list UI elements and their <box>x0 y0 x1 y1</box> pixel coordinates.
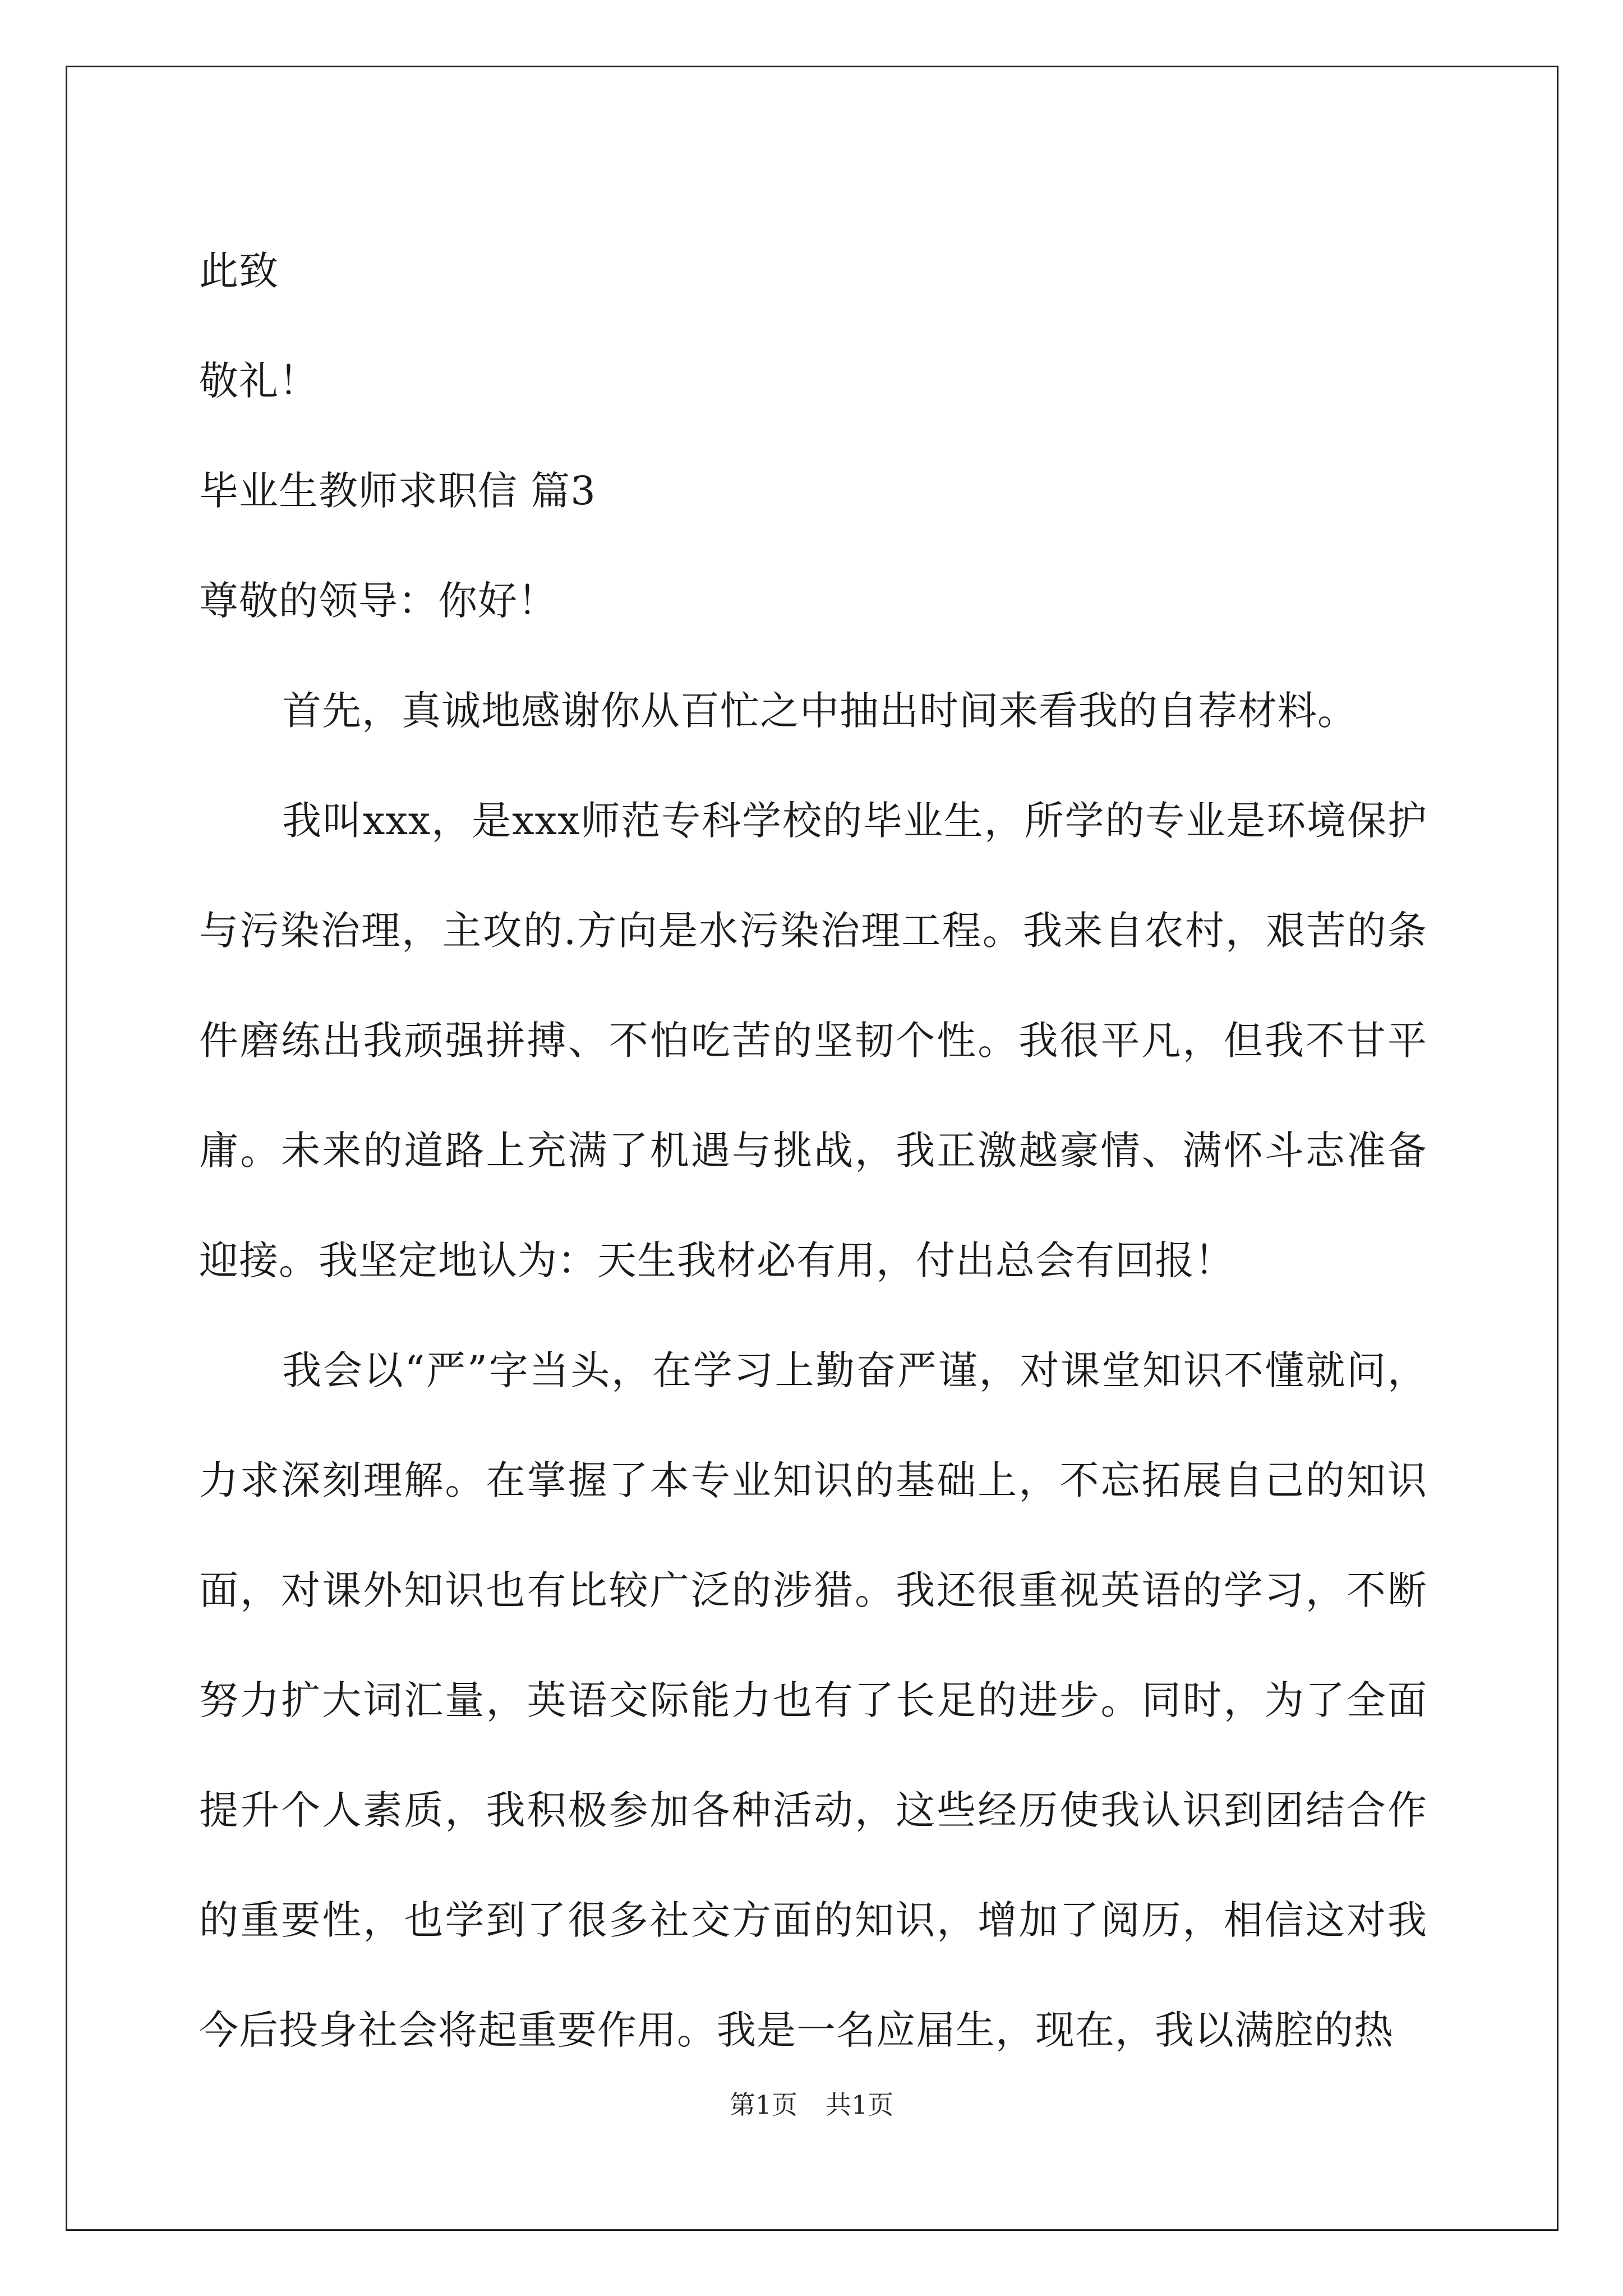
letter-body <box>199 216 1427 2085</box>
closing-line-2: 敬礼！ <box>199 358 319 404</box>
paragraph-3: 我会以“严”字当头，在学习上勤奋严谨，对课堂知识不懂就问，力求深刻理解。在掌握了本专业知识的基础上，不忘拓展自己的知识面，对课外知识也有比较广泛的涉猎。我还很重视英语的学习，不断努力扩大词汇量，英语交际能力也有了长足的进步。同时，为了全面提升个人素质，我积极参加各种活动，这些经历使我认识到团结合作的重要性，也学到了很多社交方面的知识，增加了阅历，相信这对我今后投身社会将起重要作用。我是一名应届生，现在，我以满腔的热 <box>199 1347 1427 2053</box>
closing-line-1: 此致 <box>199 248 279 294</box>
paragraph-2: 我叫xxx，是xxx师范专科学校的毕业生，所学的专业是环境保护与污染治理，主攻的.方向是水污染治理工程。我来自农村，艰苦的条件磨练出我顽强拼搏、不怕吃苦的坚韧个性。我很平凡，但我不甘平庸。未来的道路上充满了机遇与挑战，我正激越豪情、满怀斗志准备迎接。我坚定地认为：天生我材必有用，付出总会有回报！ <box>199 798 1427 1283</box>
section-title: 毕业生教师求职信 篇3 <box>199 468 596 514</box>
salutation: 尊敬的领导：你好！ <box>199 578 557 624</box>
page-number: 第1页 <box>729 2090 797 2120</box>
total-pages: 共1页 <box>826 2090 894 2120</box>
page-footer <box>0 2088 1623 2122</box>
paragraph-1: 首先，真诚地感谢你从百忙之中抽出时间来看我的自荐材料。 <box>282 688 1357 734</box>
